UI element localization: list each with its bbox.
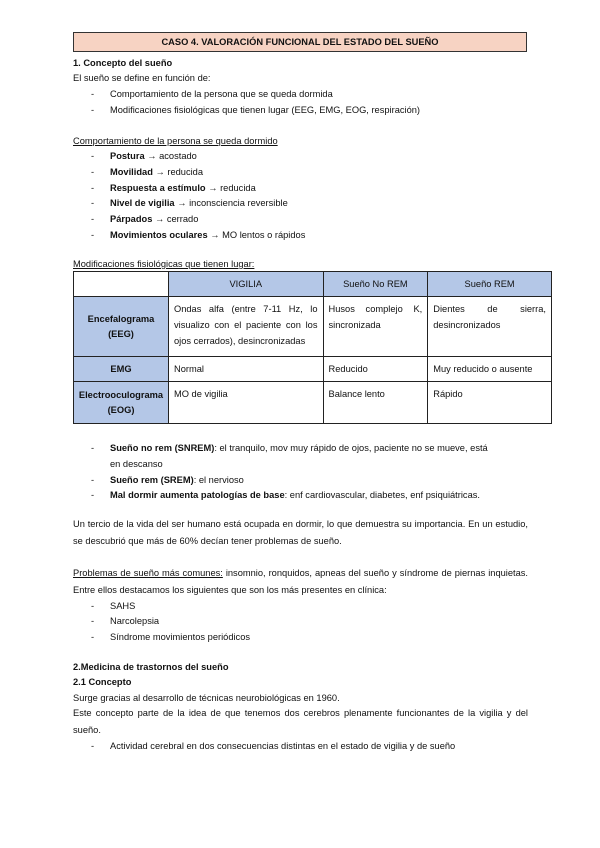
list-item: Modificaciones fisiológicas que tienen lugar (EEG, EMG, EOG, respiración): [110, 105, 421, 115]
paragraph: Un tercio de la vida del ser humano está ocupada en dormir, lo que demuestra su importancia. En un estudio, se descubrió que más de 60% decían tener problemas de sueño.: [73, 519, 528, 546]
list-item: Sueño no rem (SNREM): el tranquilo, mov muy rápido de ojos, paciente no se mueve, está: [110, 443, 488, 453]
list-item: Mal dormir aumenta patologías de base: enf cardiovascular, diabetes, enf psiquiátricas.: [110, 490, 480, 500]
list-dash: -: [91, 167, 95, 177]
page-title: CASO 4. VALORACIÓN FUNCIONAL DEL ESTADO DEL SUEÑO: [73, 32, 527, 52]
list-item: Síndrome movimientos periódicos: [110, 632, 251, 642]
table-row: [74, 382, 552, 424]
section2-heading: 2.Medicina de trastornos del sueño: [73, 662, 229, 672]
list-item-continuation: en descanso: [110, 459, 163, 469]
table-cell: Husos complejo K, sincronizada: [323, 297, 428, 357]
table-cell: Muy reducido o ausente: [428, 357, 552, 382]
list-item: Nivel de vigilia → inconsciencia reversible: [110, 198, 288, 208]
column-header-vigilia: VIGILIA: [168, 272, 323, 297]
table-cell: Balance lento: [323, 382, 428, 424]
list-dash: -: [91, 230, 95, 240]
row-header: Electrooculograma (EOG): [74, 382, 169, 424]
list-dash: -: [91, 198, 95, 208]
table-cell: Normal: [168, 357, 323, 382]
list-dash: -: [91, 183, 95, 193]
list-item: Postura → acostado: [110, 151, 197, 161]
list-item: Comportamiento de la persona que se queda dormida: [110, 89, 333, 99]
physiology-table: [73, 271, 552, 424]
list-dash: -: [91, 741, 95, 751]
row-header: Encefalograma (EEG): [74, 297, 169, 357]
section2-paragraph: Este concepto parte de la idea de que tenemos dos cerebros plenamente funcionantes de la vigilia y del sueño.: [73, 708, 528, 735]
table-heading: Modificaciones fisiológicas que tienen lugar:: [73, 259, 255, 269]
list-dash: -: [91, 105, 95, 115]
list-dash: -: [91, 616, 95, 626]
section2-line: Surge gracias al desarrollo de técnicas neurobiológicas en 1960.: [73, 693, 340, 703]
row-header: EMG: [74, 357, 169, 382]
table-cell: Dientes de sierra, desincronizados: [428, 297, 552, 357]
list-dash: -: [91, 475, 95, 485]
list-item: Movimientos oculares → MO lentos o rápidos: [110, 230, 306, 240]
table-cell: Reducido: [323, 357, 428, 382]
list-item: Narcolepsia: [110, 616, 160, 626]
section1-intro: El sueño se define en función de:: [73, 73, 211, 83]
table-row: [74, 357, 552, 382]
list-dash: -: [91, 601, 95, 611]
list-item: Actividad cerebral en dos consecuencias distintas en el estado de vigilia y de sueño: [110, 741, 456, 751]
table-cell: Ondas alfa (entre 7-11 Hz, lo visualizo con el paciente con los ojos cerrados), desincronizadas: [168, 297, 323, 357]
list-dash: -: [91, 89, 95, 99]
table-header-row: [74, 272, 552, 297]
table-corner: [74, 272, 169, 297]
behavior-heading: Comportamiento de la persona se queda dormido: [73, 136, 278, 146]
table-cell: Rápido: [428, 382, 552, 424]
list-item: Movilidad → reducida: [110, 167, 204, 177]
section1-heading: 1. Concepto del sueño: [73, 58, 173, 68]
column-header-nrem: Sueño No REM: [323, 272, 428, 297]
section2-subheading: 2.1 Concepto: [73, 677, 132, 687]
list-dash: -: [91, 443, 95, 453]
list-item: Respuesta a estímulo → reducida: [110, 183, 256, 193]
list-item: Sueño rem (SREM): el nervioso: [110, 475, 244, 485]
list-dash: -: [91, 214, 95, 224]
list-dash: -: [91, 151, 95, 161]
column-header-rem: Sueño REM: [428, 272, 552, 297]
list-dash: -: [91, 632, 95, 642]
problems-paragraph: Problemas de sueño más comunes: insomnio, ronquidos, apneas del sueño y síndrome de piernas inquietas. Entre ellos destacamos los siguientes que son los más presentes en clínica:: [73, 568, 529, 595]
list-dash: -: [91, 490, 95, 500]
table-row: [74, 297, 552, 357]
table-cell: MO de vigilia: [168, 382, 323, 424]
list-item: SAHS: [110, 601, 136, 611]
list-item: Párpados → cerrado: [110, 214, 199, 224]
